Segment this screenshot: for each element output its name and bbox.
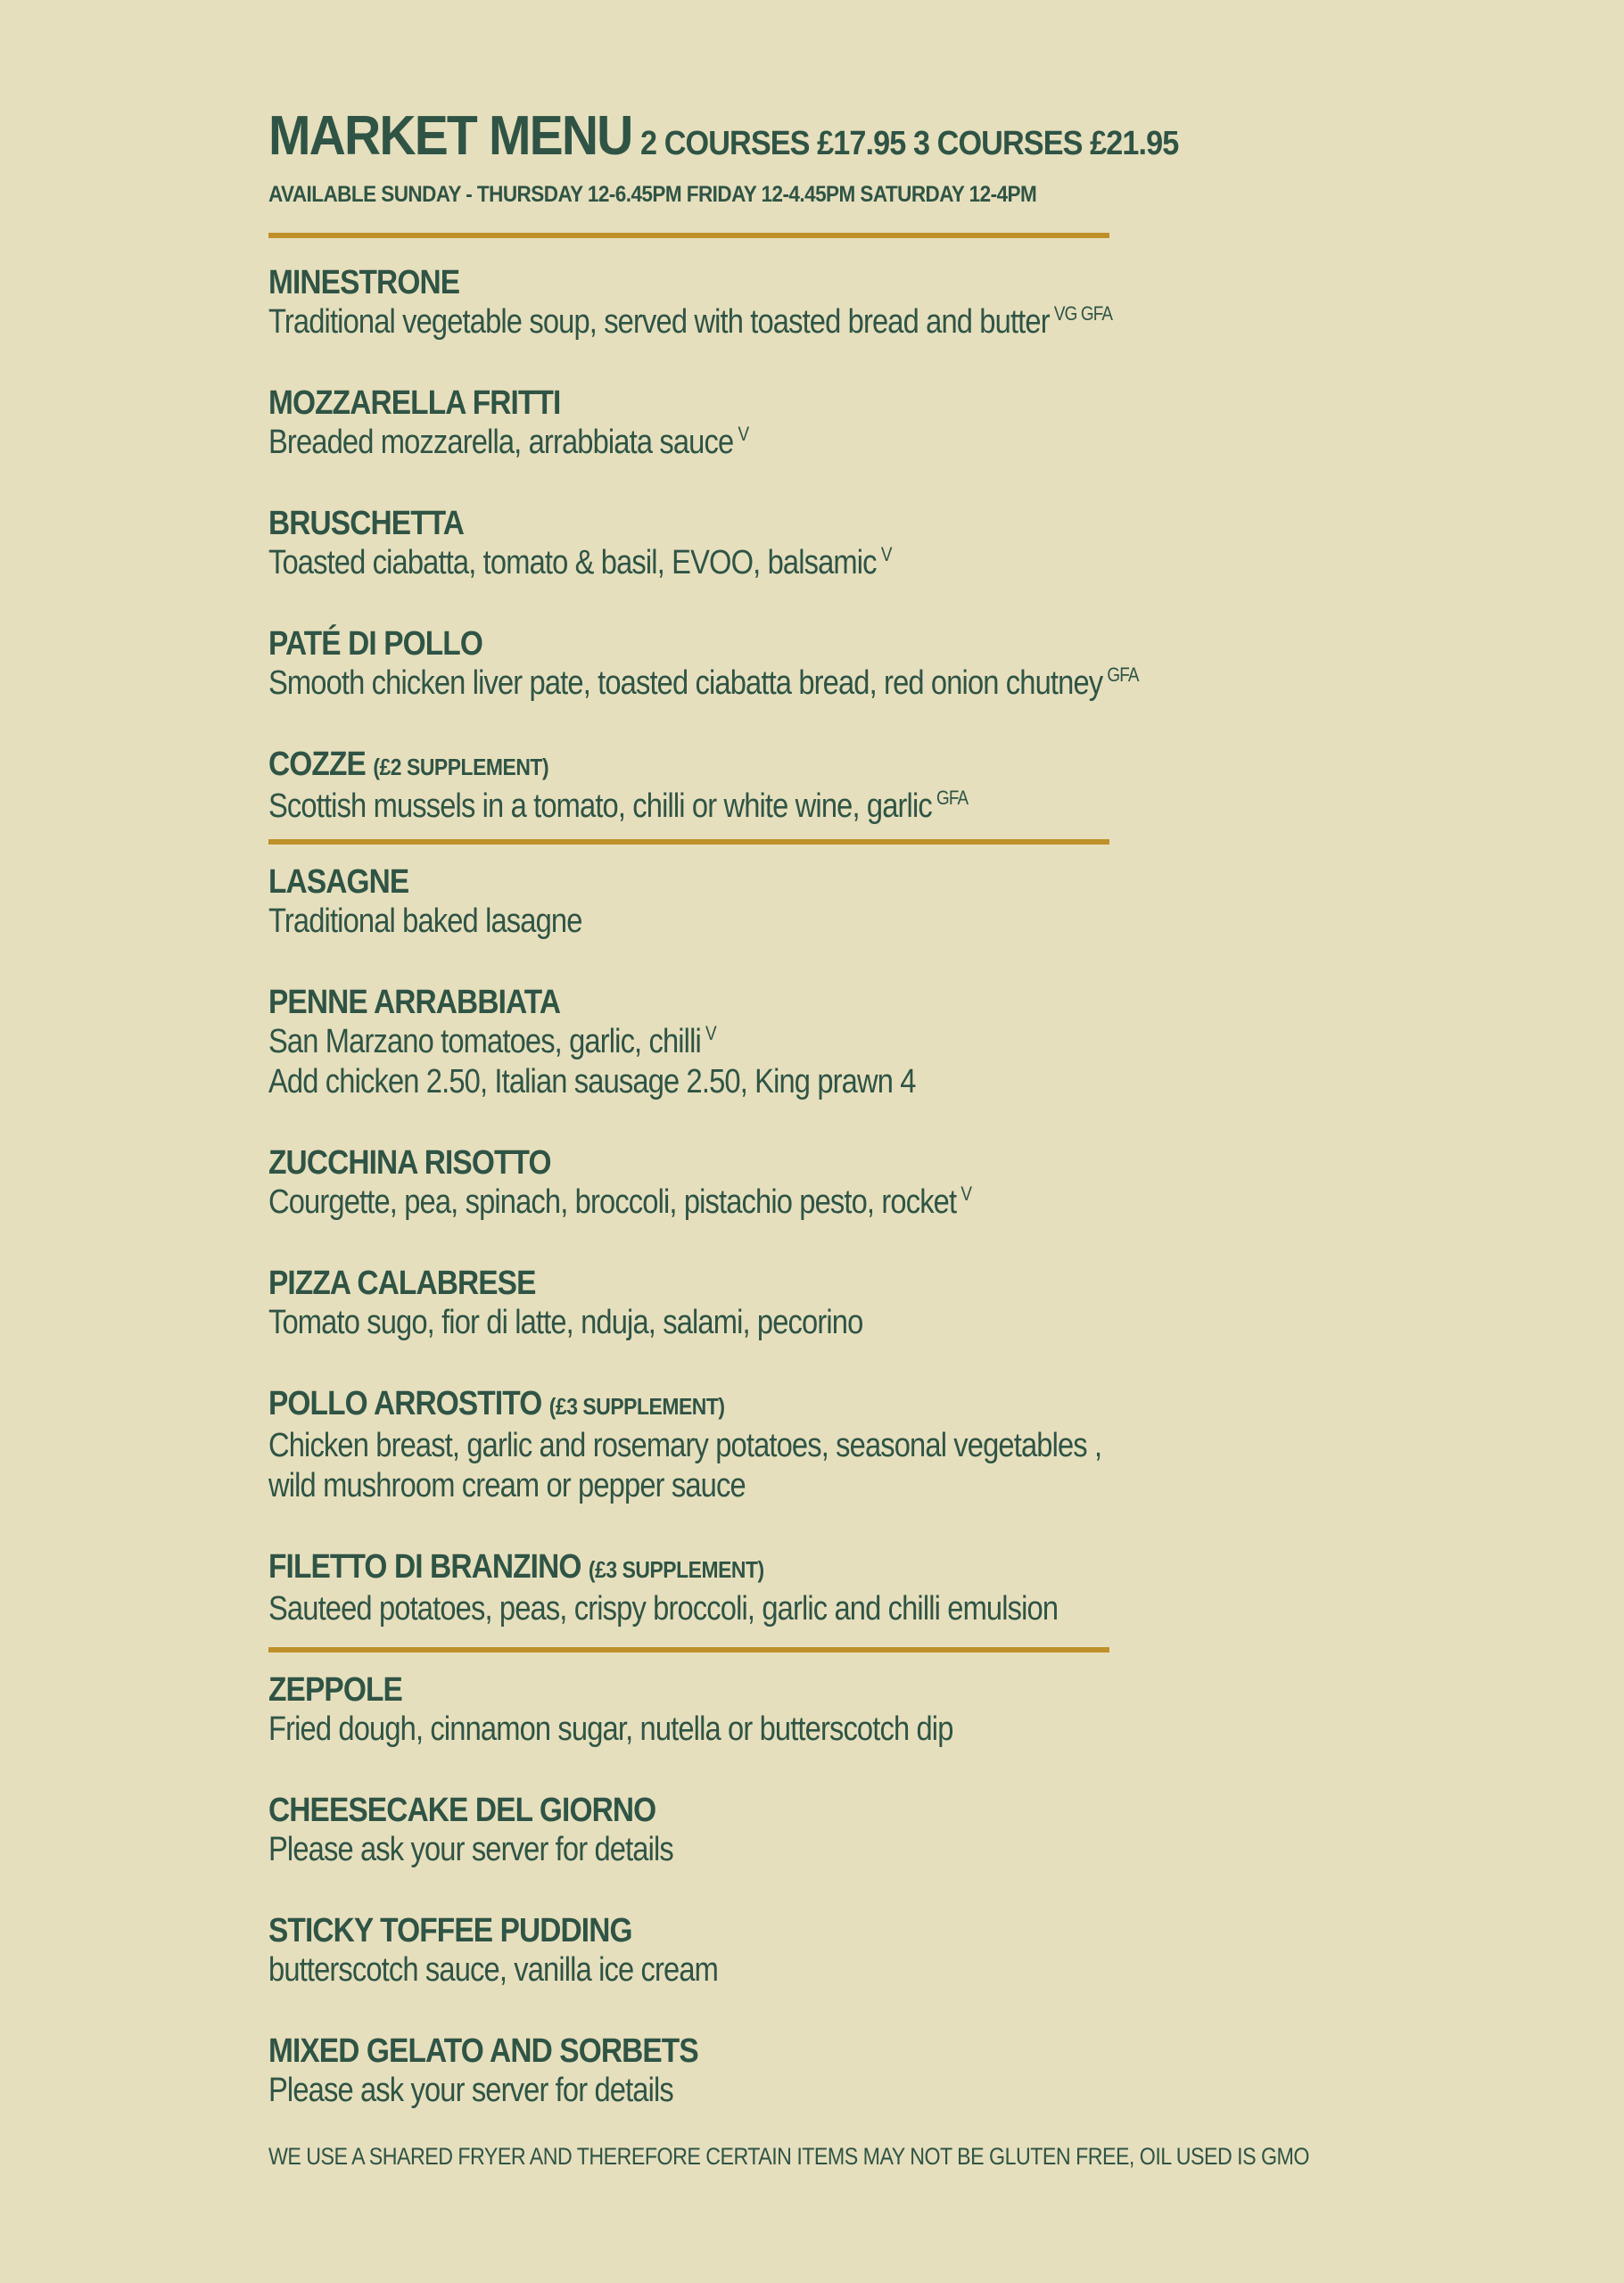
menu-item xyxy=(268,263,1428,342)
item-description: San Marzano tomatoes, garlic, chilli $^V$ xyxy=(268,1022,716,1060)
availability-hours: AVAILABLE SUNDAY - THURSDAY 12-6.45PM FRIDAY 12-4.45PM SATURDAY 12-4PM xyxy=(268,182,1037,207)
item-name: CHEESECAKE DEL GIORNO xyxy=(268,1792,656,1829)
menu-item xyxy=(268,624,1428,704)
dietary-tag: V xyxy=(880,543,892,566)
menu-item xyxy=(268,504,1428,583)
item-description: Toasted ciabatta, tomato & basil, EVOO, balsamic $^V$ xyxy=(268,543,892,581)
item-name: LASAGNE xyxy=(268,863,409,901)
item-name: ZUCCHINA RISOTTO xyxy=(268,1144,551,1182)
menu-item xyxy=(268,1670,1428,1750)
supplement-note: (£3 SUPPLEMENT) xyxy=(548,1393,725,1420)
section-divider xyxy=(268,233,1109,238)
starters-section xyxy=(268,263,1428,827)
dietary-tag: V xyxy=(738,423,749,446)
item-description: Smooth chicken liver pate, toasted ciabatta bread, red onion chutney $^{GFA}$ xyxy=(268,663,1139,702)
item-description: Scottish mussels in a tomato, chilli or white wine, garlic $^{GFA}$ xyxy=(268,787,969,825)
menu-item xyxy=(268,1547,1428,1629)
item-description: Traditional baked lasagne xyxy=(268,902,582,940)
dietary-tag: GFA xyxy=(1107,663,1139,687)
item-description: Breaded mozzarella, arrabbiata sauce $^V$ xyxy=(268,423,749,461)
menu-title: MARKET MENU xyxy=(268,105,632,167)
dietary-tag: V xyxy=(960,1183,972,1206)
menu-item xyxy=(268,1143,1428,1223)
menu-item xyxy=(268,1384,1428,1506)
menu-item xyxy=(268,1264,1428,1343)
menu-item xyxy=(268,862,1428,942)
menu-item xyxy=(268,1911,1428,1990)
item-name: PENNE ARRABBIATA xyxy=(268,984,561,1021)
supplement-note: (£3 SUPPLEMENT) xyxy=(588,1556,764,1583)
menu-item xyxy=(268,2032,1428,2111)
item-name: MINESTRONE xyxy=(268,264,460,301)
menu-item xyxy=(268,383,1428,463)
supplement-note: (£2 SUPPLEMENT) xyxy=(373,754,549,780)
item-name: POLLO ARROSTITO (£3 SUPPLEMENT) xyxy=(268,1385,725,1422)
item-name: MOZZARELLA FRITTI xyxy=(268,384,561,422)
item-name: ZEPPOLE xyxy=(268,1671,402,1709)
item-name: BRUSCHETTA xyxy=(268,505,465,542)
item-name: PATÉ DI POLLO xyxy=(268,625,482,663)
item-description: Please ask your server for details xyxy=(268,1831,673,1868)
item-name: PIZZA CALABRESE xyxy=(268,1265,536,1302)
menu-item xyxy=(268,983,1428,1102)
allergen-notice: WE USE A SHARED FRYER AND THEREFORE CERTAIN ITEMS MAY NOT BE GLUTEN FREE, OIL USED IS GMO xyxy=(268,2143,1309,2170)
item-description: butterscotch sauce, vanilla ice cream xyxy=(268,1951,719,1989)
item-description: Sauteed potatoes, peas, crispy broccoli, garlic and chilli emulsion xyxy=(268,1590,1059,1628)
item-description: Courgette, pea, spinach, broccoli, pistachio pesto, rocket $^V$ xyxy=(268,1183,972,1221)
section-divider xyxy=(268,1647,1109,1652)
item-name: STICKY TOFFEE PUDDING xyxy=(268,1912,632,1949)
section-divider xyxy=(268,839,1109,845)
mains-section xyxy=(268,862,1428,1629)
item-extras: Add chicken 2.50, Italian sausage 2.50, King prawn 4 xyxy=(268,1063,916,1100)
item-description: Chicken breast, garlic and rosemary potatoes, seasonal vegetables , xyxy=(268,1427,1102,1464)
item-name: MIXED GELATO AND SORBETS xyxy=(268,2032,698,2070)
item-description: Tomato sugo, fior di latte, nduja, salami, pecorino xyxy=(268,1304,863,1341)
menu-item xyxy=(268,1791,1428,1870)
item-description: Fried dough, cinnamon sugar, nutella or butterscotch dip xyxy=(268,1710,953,1748)
item-name: FILETTO DI BRANZINO (£3 SUPPLEMENT) xyxy=(268,1548,764,1586)
course-prices: 2 COURSES £17.95 3 COURSES £21.95 xyxy=(640,125,1179,162)
item-description: Traditional vegetable soup, served with toasted bread and butter $^{VG GFA}$ xyxy=(268,302,1113,341)
menu-item xyxy=(268,745,1428,827)
menu-header xyxy=(268,105,1428,167)
item-description: Please ask your server for details xyxy=(268,2072,673,2109)
dietary-tag: GFA xyxy=(936,787,969,810)
dietary-tag: VG GFA xyxy=(1053,302,1113,326)
item-description-continued: wild mushroom cream or pepper sauce xyxy=(268,1467,746,1504)
item-name: COZZE (£2 SUPPLEMENT) xyxy=(268,746,549,783)
dietary-tag: V xyxy=(705,1022,716,1045)
desserts-section xyxy=(268,1670,1428,2111)
menu-content xyxy=(268,105,1428,2171)
